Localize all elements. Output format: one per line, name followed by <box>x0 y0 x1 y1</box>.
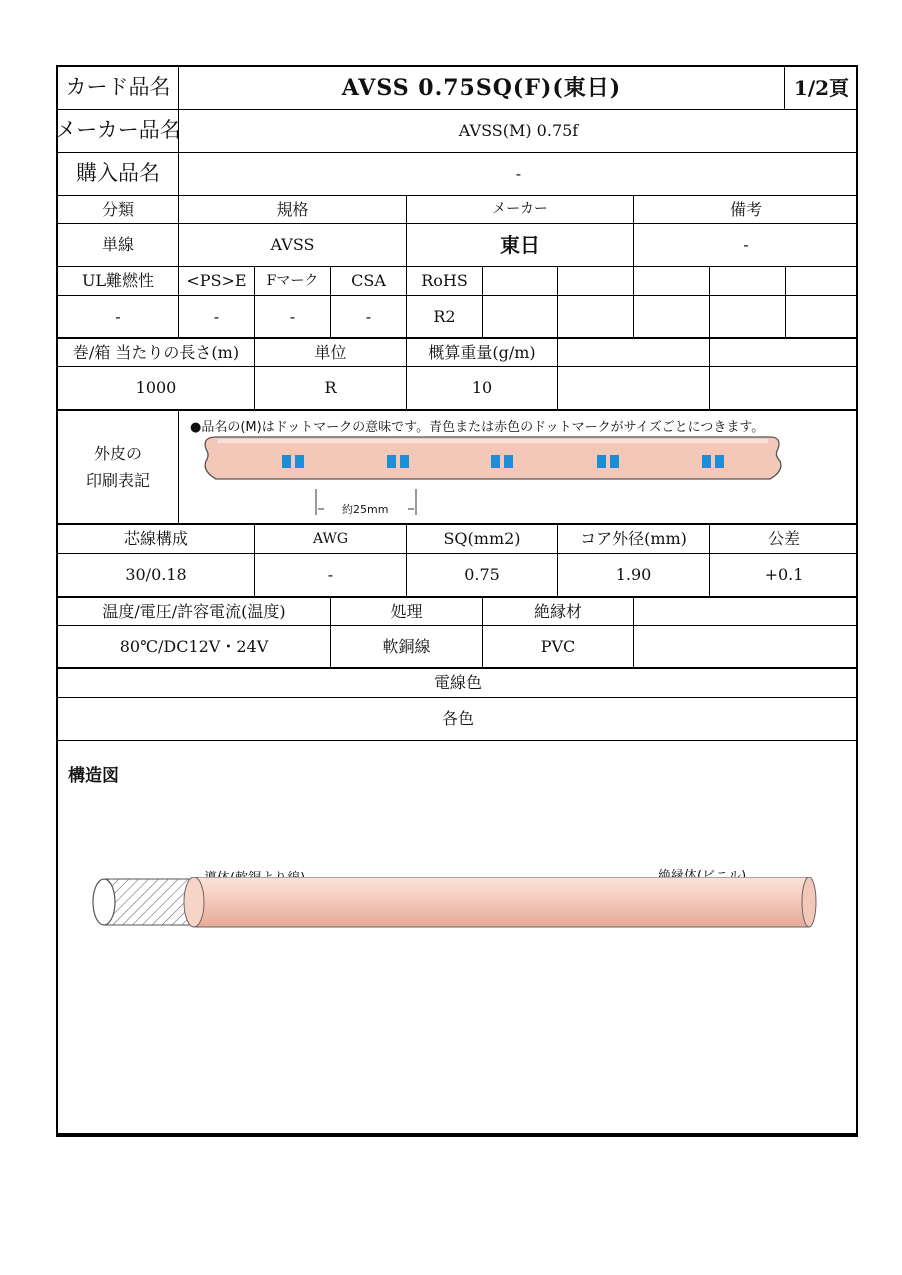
print-marking-diagram <box>198 431 788 521</box>
dot-mark <box>702 455 711 468</box>
csa-value: - <box>365 306 372 326</box>
card-name-label: カード品名 <box>65 75 171 100</box>
pse-value: - <box>213 306 220 326</box>
awg-value: - <box>327 565 334 585</box>
remarks-value: - <box>743 235 749 255</box>
insulation-jacket <box>194 877 809 927</box>
maker-header: メーカー <box>492 201 548 218</box>
print-note: ●品名の(M)はドットマークの意味です。青色または赤色のドットマークがサイズごとにつきます。 <box>190 420 765 435</box>
unit-header: 単位 <box>314 342 347 362</box>
ul-header: UL難燃性 <box>81 271 155 291</box>
unit-value: R <box>324 378 337 398</box>
wire-color-header: 電線色 <box>433 673 482 693</box>
ul-value: - <box>115 306 121 326</box>
core-construction-header: 芯線構成 <box>123 529 188 549</box>
purchase-name-label: 購入品名 <box>76 161 160 186</box>
print-label-line1: 外皮の <box>93 443 142 463</box>
rohs-header: RoHS <box>421 271 468 291</box>
tolerance-value: +0.1 <box>764 565 804 585</box>
core-diameter-value: 1.90 <box>615 565 652 585</box>
rating-header: 温度/電圧/許容電流(温度) <box>102 601 286 621</box>
dot-mark <box>597 455 606 468</box>
awg-header: AWG <box>312 530 349 547</box>
jacket-cut-face <box>184 877 204 927</box>
remarks-header: 備考 <box>729 199 762 219</box>
wire-color-value: 各色 <box>441 709 474 729</box>
dimension-label: 約25mm <box>342 503 389 516</box>
dot-mark <box>400 455 409 468</box>
standard-header: 規格 <box>276 199 309 219</box>
dot-mark <box>610 455 619 468</box>
maker-name-value: AVSS(M) 0.75f <box>458 121 579 141</box>
print-label-line2: 印刷表記 <box>85 471 150 490</box>
cable-structure-diagram <box>82 877 822 977</box>
insulation-value: PVC <box>540 636 576 656</box>
standard-value: AVSS <box>270 235 315 255</box>
treatment-header: 処理 <box>390 601 423 621</box>
core-diameter-header: コア外径(mm) <box>580 529 687 549</box>
dot-mark <box>715 455 724 468</box>
pse-header: <PS>E <box>186 271 247 291</box>
csa-header: CSA <box>351 271 386 291</box>
sq-header: SQ(mm2) <box>443 529 521 549</box>
length-value: 1000 <box>135 378 177 398</box>
fmark-value: - <box>289 306 296 326</box>
insulation-header: 絶縁材 <box>533 601 582 621</box>
length-header: 巻/箱 当たりの長さ(m) <box>72 342 240 362</box>
dot-mark <box>491 455 500 468</box>
conductor <box>104 879 192 925</box>
maker-name-label: メーカー品名 <box>55 118 181 143</box>
core-construction-value: 30/0.18 <box>125 565 187 585</box>
page-number: 1/2頁 <box>793 76 850 100</box>
fmark-header: Fマーク <box>266 272 319 289</box>
classification-value: 単線 <box>101 235 134 255</box>
tolerance-header: 公差 <box>767 529 800 549</box>
weight-value: 10 <box>471 378 493 398</box>
dot-mark <box>504 455 513 468</box>
sq-value: 0.75 <box>464 565 500 585</box>
conductor-end <box>93 879 115 925</box>
maker-value: 東日 <box>500 233 540 257</box>
spec-sheet <box>56 65 858 1137</box>
weight-header: 概算重量(g/m) <box>428 342 536 362</box>
dot-mark <box>387 455 396 468</box>
rohs-value: R2 <box>433 306 456 326</box>
card-title: AVSS 0.75SQ(F)(東日) <box>341 74 622 101</box>
jacket-end <box>802 877 816 927</box>
rating-value: 80℃/DC12V・24V <box>119 636 269 656</box>
treatment-value: 軟銅線 <box>382 636 431 656</box>
purchase-name-value: - <box>515 164 522 184</box>
print-label <box>58 411 178 523</box>
dot-mark <box>295 455 304 468</box>
dot-mark <box>282 455 291 468</box>
structure-title: 構造図 <box>68 766 119 786</box>
classification-header: 分類 <box>101 199 134 219</box>
